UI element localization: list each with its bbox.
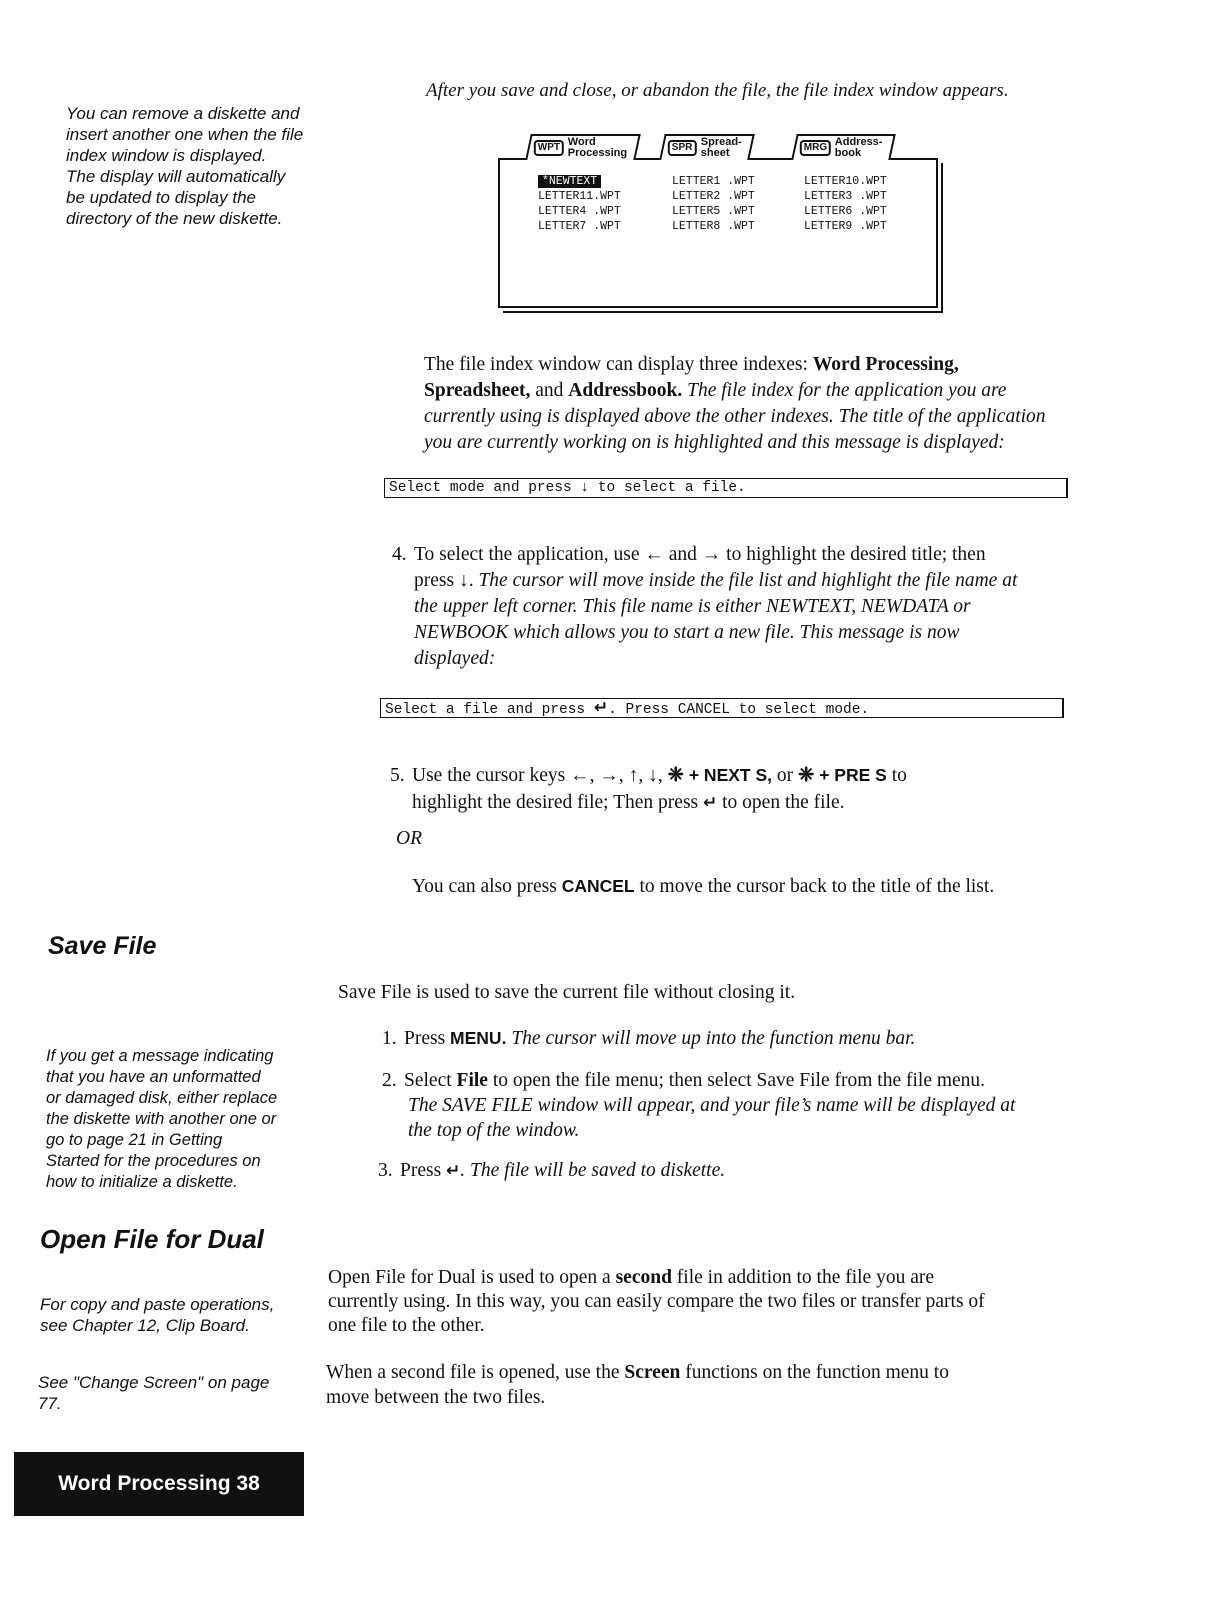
message-box-select-file: Select a file and press ↵. Press CANCEL to select mode. (380, 698, 1064, 718)
heading-save-file: Save File (48, 932, 157, 960)
wpt-icon: WPT (534, 140, 564, 156)
file-item-newtext[interactable]: *NEWTEXT (538, 174, 621, 189)
margin-note-copy-paste: For copy and paste operations, see Chapter 12, Clip Board. (40, 1295, 275, 1335)
gear-icon: ❈ (798, 765, 815, 786)
margin-note-diskette: You can remove a diskette and insert another one when the file index window is displayed. The display will automatically be updated to display the directory of the new diskette. (66, 104, 304, 228)
save-step-3: 3. Press ↵. The file will be saved to diskette. (378, 1160, 726, 1181)
intro-line: After you save and close, or abandon the file, the file index window appears. (426, 80, 1009, 101)
mrg-icon: MRG (800, 140, 831, 156)
heading-open-file-dual: Open File for Dual (40, 1224, 264, 1254)
tab-label: Address- book (835, 136, 883, 159)
open-dual-paragraph-1: Open File for Dual is used to open a second file in addition to the file you are currently using. In this way, you can easily compare the two files or transfer parts of one file to the other. (328, 1267, 985, 1336)
file-item[interactable]: LETTER1 .WPT (672, 175, 755, 188)
file-item[interactable]: LETTER3 .WPT (804, 190, 887, 203)
file-column-1 (538, 174, 621, 234)
margin-note-change-screen: See "Change Screen" on page 77. (38, 1373, 270, 1413)
save-file-intro: Save File is used to save the current file without closing it. (338, 982, 796, 1003)
or-label: OR (396, 828, 422, 849)
enter-key-icon: ↵ (703, 793, 718, 813)
open-dual-paragraph-2: When a second file is opened, use the Screen functions on the function menu to move between the two files. (326, 1362, 949, 1408)
file-column-2 (672, 174, 755, 234)
enter-key-icon: ↵ (593, 698, 609, 718)
file-index-body (498, 136, 938, 308)
save-step-1: 1. Press MENU. The cursor will move up into the function menu bar. (382, 1028, 916, 1049)
tab-addressbook[interactable] (791, 134, 896, 160)
cancel-line: You can also press CANCEL to move the cursor back to the title of the list. (412, 876, 995, 897)
indexes-paragraph: The file index window can display three indexes: Word Processing, Spreadsheet, and Addressbook. The file index for the application you are currently using is displayed above the other indexes. The title of the application you are currently working on is highlighted and this message is displayed: (424, 354, 1046, 453)
tab-word-processing[interactable] (525, 134, 640, 160)
message-box-select-mode: Select mode and press ↓ to select a file. (384, 478, 1068, 498)
tab-spreadsheet[interactable] (659, 134, 754, 160)
file-item[interactable]: LETTER6 .WPT (804, 205, 887, 218)
enter-key-icon: ↵ (446, 1161, 461, 1181)
tab-label: Word Processing (568, 136, 628, 159)
step-4: 4. To select the application, use ← and → to highlight the desired title; then press ↓. The cursor will move inside the file list and highlight the file name at the upper left corner. This file name is either NEWTEXT, NEWDATA or NEWBOOK which allows you to start a new file. This message is now displayed: (392, 544, 1018, 669)
file-item[interactable]: LETTER9 .WPT (804, 220, 887, 233)
file-item[interactable]: LETTER8 .WPT (672, 220, 755, 233)
file-item[interactable]: LETTER4 .WPT (538, 205, 621, 218)
gear-icon: ❈ (667, 765, 684, 786)
step-5: 5. Use the cursor keys ←, →, ↑, ↓, ❈ + NEXT S, or ❈ + PRE S to highlight the desired file; Then press ↵ to open the file. (390, 765, 907, 813)
file-item[interactable]: LETTER5 .WPT (672, 205, 755, 218)
file-item[interactable]: LETTER11.WPT (538, 190, 621, 203)
file-item[interactable]: LETTER7 .WPT (538, 220, 621, 233)
save-step-2: 2. Select File to open the file menu; then select Save File from the file menu. The SAVE FILE window will appear, and your file’s name will be displayed at the top of the window. (382, 1070, 1016, 1141)
spr-icon: SPR (668, 140, 697, 156)
file-item[interactable]: LETTER10.WPT (804, 175, 887, 188)
file-item[interactable]: LETTER2 .WPT (672, 190, 755, 203)
file-index-window (498, 136, 938, 310)
file-column-3 (804, 174, 887, 234)
page-footer: Word Processing 38 (14, 1452, 304, 1516)
margin-note-unformatted: If you get a message indicating that you have an unformatted or damaged disk, either replace the diskette with another one or go to page 21 in Getting Started for the procedures on how to initialize a diskette. (46, 1047, 278, 1191)
tab-label: Spread- sheet (700, 136, 742, 159)
